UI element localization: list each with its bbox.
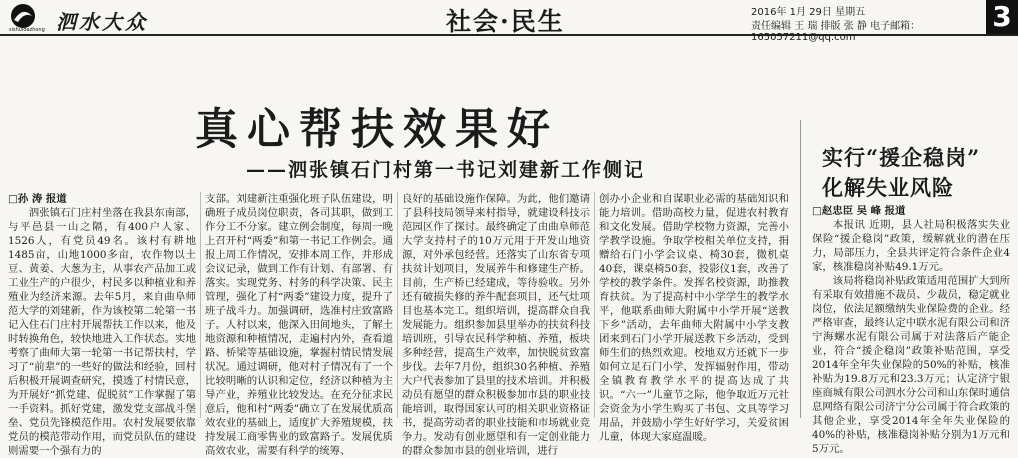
article-headline: 真心帮扶效果好 — [195, 105, 559, 155]
article-column-2 — [205, 192, 393, 457]
sidebar-paragraph-1: 本报讯 近期，县人社局积极落实失业保险“援企稳岗”政策，缓解就业的潜在压力，局部压力，全县共评定符合条件企业4家，核准稳岗补贴49.1万元。 — [812, 219, 1010, 273]
article-column-3-text: 良好的基础设施作保障。为此，他们邀请了县科技局领导来村指导，就建设科技示范园区作了探讨。最终确定了由曲阜师范大学支持村子的10万元用于开发山地资源，对外承包经营。还落实了山东省专项扶贫计划项目，发展养牛和修建生产桥。目前，生产桥已经建成，等待验收。另外还有破损失修的养牛配套项目，还气灶项目也基本完工。组织培训，提高群众自我发展能力。组织参加县里举办的扶贫科技培训班，引导农民科学种植、养殖，板块多种经营，提高生产效率，加快脱贫致富步伐。去年7月份，组织30名种植、养殖大户代表参加了县里的技术培训。并积极动员有愿望的群众积极参加市县的职业技能培训，取得国家认可的相关职业资格证书，提高劳动者的职业技能和市场就业竞争力。发动有创业愿望和有一定创业能力的群众参加市县的创业培训，进行 — [402, 193, 590, 457]
newspaper-logo-icon — [8, 2, 48, 32]
article-column-1 — [8, 192, 196, 457]
column-divider — [397, 192, 398, 418]
sidebar-title-line-1: 实行“援企稳岗” — [822, 145, 981, 170]
editors-line: 责任编辑 王 瑞 排版 张 静 电子邮箱：165057211@qq.com — [751, 21, 921, 43]
article-column-4 — [599, 192, 789, 443]
article-column-3 — [402, 192, 590, 457]
masthead — [0, 0, 1018, 43]
sidebar-title-line-2: 化解失业风险 — [822, 175, 954, 200]
sidebar-paragraph-2: 该局将稳岗补贴政策适用范围扩大到所有采取有效措施不裁员、少裁员，稳定就业岗位，依法足额缴纳失业保险费的企业。经严格审查，最终认定中联水泥有限公司和济宁海螺水泥有限公司属于对法落后产能企业，符合“援企稳岗”政策补贴范围，享受2014年全年失业保险的50%的补贴，核准补贴为19.8万元和23.3万元；认定济宁银座商城有限公司泗水分公司和山东保时通信息网络有限公司济宁分公司属于符合政策的其他企业，享受2014年全年失业保险的40%的补贴，核准稳岗补贴分别为1万元和5万元。 — [812, 275, 1010, 455]
section-title: 社会·民生 — [446, 7, 565, 36]
article-byline: □孙 涛 报道 — [8, 193, 67, 205]
column-divider — [200, 192, 201, 418]
paper-name: 泗水大众 — [56, 10, 148, 34]
page-number: 3 — [986, 0, 1018, 34]
sidebar-article-body — [812, 204, 1010, 455]
article-subheadline: ——泗张镇石门村第一书记刘建新工作侧记 — [246, 159, 646, 181]
svg-text:sishuidazhong: sishuidazhong — [9, 27, 45, 33]
article-column-2-text: 支部。刘建新注重强化班子队伍建设，明确班子成员岗位职责，各司其职，做到工作分工不分家。建立例会制度，每周一晚上召开村“两委”和第一书记工作例会。通报上周工作情况，安排本周工作，并形成会议记录，做到工作有计划、有部署、有落实。实现党务、村务的科学决策、民主管理，强化了村“两委”建设力度，提升了班子战斗力。加强调研，选准村庄致富路子。人村以来，他深入田间地头，了解土地资源和种植情况，走遍村内外，查看道路、桥梁等基础设施，掌握村情民情发展状况。通过调研，他对村子情况有了一个比较明晰的认识和定位，经济以种植为主导产业，养殖业比较发达。在充分征求民意后，他和村“两委”确立了在发展优质高效农业的基础上，适度扩大养殖规模，扶持发展工商零售业的致富路子。发展优质高效农业，需要有科学的统筹、 — [205, 193, 393, 457]
sidebar-byline: □赵忠臣 吴 峰 报道 — [812, 205, 906, 217]
date-line: 2016年 1月 29日 星期五 — [751, 7, 866, 18]
column-divider — [594, 192, 595, 418]
sidebar-divider — [800, 120, 801, 418]
article-column-1-text: 泗张镇石门庄村坐落在我县东南部，与平邑县一山之隔，有400户人家、1526人，有党员49名。该村有耕地1485亩，山地1000多亩，农作物以土豆、黄姜、大葱为主，从事农产品加工或工业生产的户很少，村民多以种植业和养殖业为经济来源。去年5月，来自曲阜师范大学的刘建新，作为该校第二轮第一书记入住石门庄村开展帮扶工作以来，他及时转换角色，较快地进入工作状态。实地考察了曲师大第一轮第一书记帮扶村，学习了“前辈”的一些好的做法和经验，回村后积极开展调查研究，摸透了村情民意，为开展好“抓党建、促脱贫”工作掌握了第一手资料。抓好党建，激发党支部战斗堡垒、党员先锋模范作用。农村发展要依靠党员的模范带动作用，而党员队伍的建设则需要一个强有力的 — [8, 207, 196, 457]
article-column-4-text: 创办小企业和自谋职业必需的基础知识和能力培训。借助高校力量，促进农村教育和文化发展。借助学校物力资源，完善小学教学设施。争取学校相关单位支持，捐赠给石门小学会议桌、椅30套，微机桌40套，课桌椅50套，投影仪1套，改善了学校的教学条件。发挥名校资源，助推教育扶贫。为了提高村中小学学生的教学水平，他联系曲师大附属中小学开展“送教下乡”活动，去年曲师大附属中小学支教团来到石门小学开展送教下乡活动，受到师生们的热烈欢迎。校地双方还就下一步如何立足石门小学，发挥辐射作用，带动全镇教育教学水平的提高达成了共识。“六一”儿童节之际，他争取近万元社会资金为小学生购买了书包、文具等学习用品，并鼓励小学生好好学习，关爱贫困儿童，体现大家庭温暖。 — [599, 193, 789, 443]
